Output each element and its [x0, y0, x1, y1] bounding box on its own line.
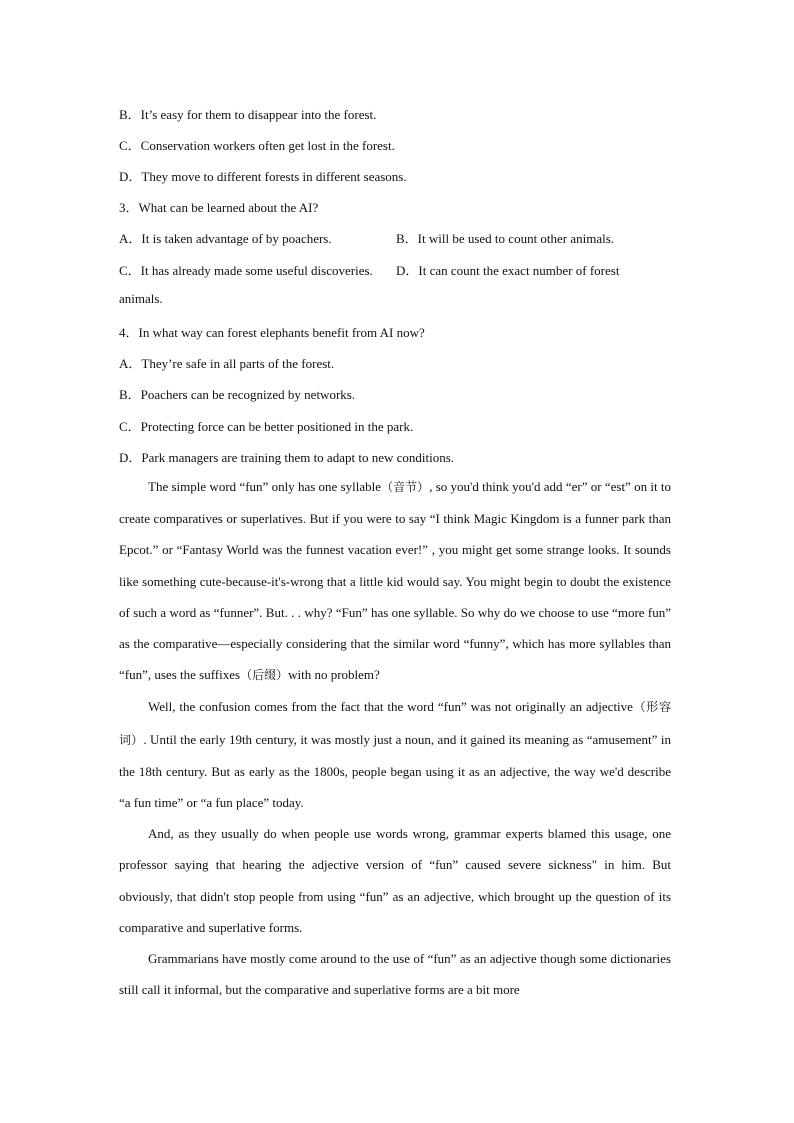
passage-paragraph-3: And, as they usually do when people use words wrong, grammar experts blamed this usage, one professor saying that hearing the adjective version of “fun” caused severe sickness" in him. But obviously, that didn't stop people from using “fun” as an adjective, which brought up the question of its comparative and superlative forms. — [119, 826, 671, 935]
passage — [119, 471, 671, 1005]
q3-option-a: A．It is taken advantage of by poachers. — [119, 231, 332, 246]
q4-option-b: B．Poachers can be recognized by networks. — [119, 387, 356, 402]
q3-option-b: B．It will be used to count other animals. — [396, 231, 615, 246]
q4-option-d: D．Park managers are training them to adapt to new conditions. — [119, 450, 455, 465]
gloss-suffix: （后缀） — [240, 668, 289, 683]
passage-paragraph-4: Grammarians have mostly come around to the use of “fun” as an adjective though some dictionaries still call it informal, but the comparative and superlative forms are a bit more — [119, 951, 671, 998]
q4-option-a: A．They’re safe in all parts of the forest. — [119, 356, 335, 371]
q3-option-d: D．It can count the exact number of forest — [396, 263, 620, 278]
q3-option-c: C．It has already made some useful discoveries. — [119, 263, 373, 278]
q2-option-b: B．It’s easy for them to disappear into the forest. — [119, 107, 377, 122]
gloss-syllable: （音节） — [381, 480, 430, 494]
q3-option-d-continued: animals. — [119, 291, 163, 306]
q4-option-c: C．Protecting force can be better positioned in the park. — [119, 419, 414, 434]
q2-option-d: D．They move to different forests in different seasons. — [119, 169, 407, 184]
passage-paragraph-2: Well, the confusion comes from the fact that the word “fun” was not originally an adjective（形容词）. Until the early 19th century, it was mostly just a noun, and it gained its meaning as “amusement” in the 18th century. But as early as the 1800s, people began using it as an adjective, the way we'd describe “a fun time” or “a fun place” today. — [119, 699, 671, 811]
q3-stem: 3．What can be learned about the AI? — [119, 200, 319, 215]
gloss-adjective: （形容词） — [119, 700, 671, 747]
q4-stem: 4．In what way can forest elephants benefit from AI now? — [119, 325, 425, 340]
passage-paragraph-1: The simple word “fun” only has one syllable（音节）, so you'd think you'd add “er” or “est” on it to create comparatives or superlatives. But if you were to say “I think Magic Kingdom is a funner park than Epcot.” or “Fantasy World was the funnest vacation ever!” , you might get some strange looks. It sounds like something cute-because-it's-wrong that a little kid would say. You might begin to doubt the existence of such a word as “funner”. But. . . why? “Fun” has one syllable. So why do we choose to use “more fun” as the comparative—especially considering that the similar word “funny”, which has more syllables than “fun”, uses the suffixes（后缀）with no problem? — [119, 479, 671, 683]
q2-option-c: C．Conservation workers often get lost in the forest. — [119, 138, 395, 153]
